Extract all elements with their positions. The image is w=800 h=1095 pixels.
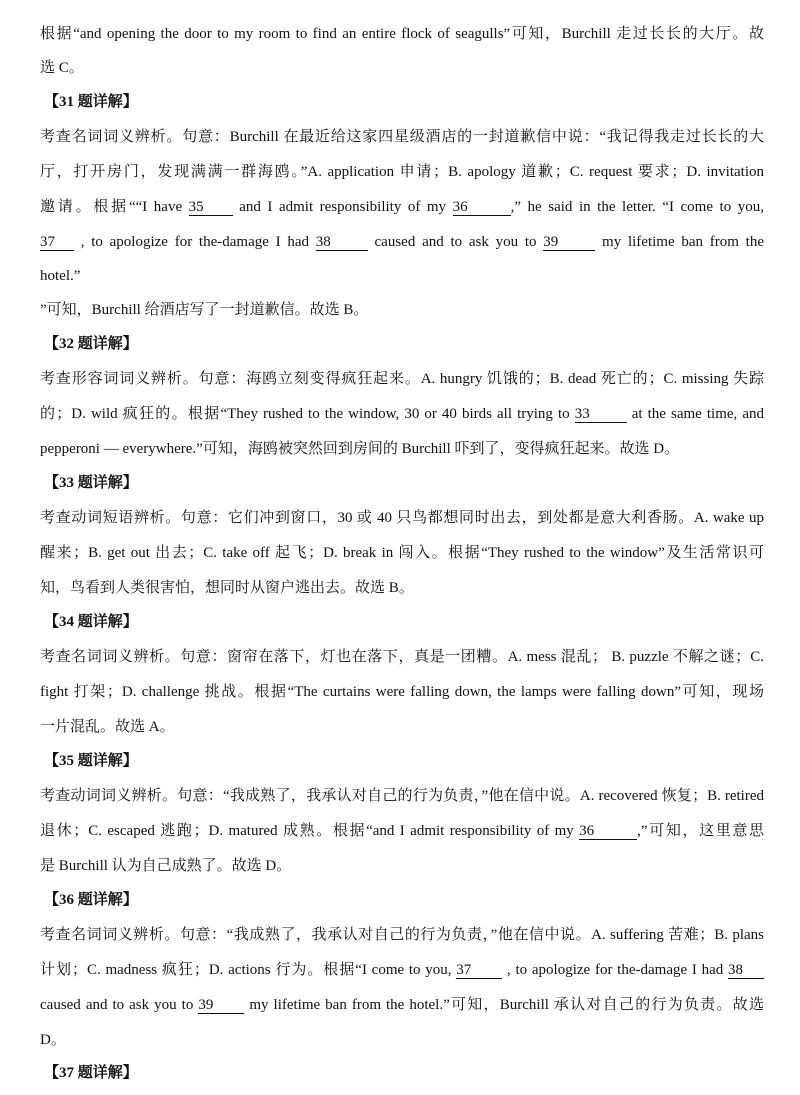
text-segment: at the same time, and <box>626 406 764 422</box>
text-line <box>40 197 764 217</box>
text-segment: 选 C。 <box>40 60 84 76</box>
text-line <box>40 647 764 667</box>
text-line <box>40 439 764 459</box>
answer-blank: 36 <box>453 199 511 216</box>
text-line <box>40 960 764 980</box>
text-segment: 的；D. wild 疯狂的。根据“They rushed to the window, 30 or 40 birds all trying to <box>40 406 575 422</box>
text-segment: my lifetime ban from the <box>595 234 764 250</box>
text-line <box>40 162 764 182</box>
text-segment: 考查名词词义辨析。句意：“我成熟了，我承认对自己的行为负责，”他在信中说。A. suffering 苦难；B. plans <box>40 927 764 943</box>
text-segment: 厅，打开房门，发现满满一群海鸥。”A. application 申请；B. apology 道歉；C. request 要求；D. invitation <box>40 164 764 180</box>
text-segment: pepperoni — everywhere.”可知，海鸥被突然回到房间的 Burchill 吓到了，变得疯狂起来。故选 D。 <box>40 441 680 457</box>
text-line <box>40 925 764 945</box>
text-segment: caused and to ask you to <box>40 997 199 1013</box>
text-segment: hotel.” <box>40 268 81 284</box>
text-segment: 【37 题详解】 <box>44 1065 138 1081</box>
text-segment: D。 <box>40 1032 66 1048</box>
answer-blank: 37 <box>456 962 502 979</box>
text-line <box>40 717 764 737</box>
answer-blank: 37 <box>40 234 74 251</box>
answer-blank: 39 <box>198 997 244 1014</box>
text-segment: 考查名词词义辨析。句意：窗帘在落下，灯也在落下，真是一团糟。A. mess 混乱； B. puzzle 不解之谜；C. <box>40 649 764 665</box>
text-segment: 【32 题详解】 <box>44 336 138 352</box>
text-line <box>40 682 764 702</box>
text-line <box>40 24 764 44</box>
text-segment: 考查动词词义辨析。句意：“我成熟了，我承认对自己的行为负责，”他在信中说。A. recovered 恢复；B. retired <box>40 788 764 804</box>
text-line <box>40 127 764 147</box>
text-segment: my lifetime ban from the hotel.”可知，Burchill 承认对自己的行为负责。故选 <box>244 997 764 1013</box>
text-line <box>40 232 764 252</box>
text-segment: ”可知，Burchill 给酒店写了一封道歉信。故选 B。 <box>40 302 369 318</box>
text-segment: 醒来；B. get out 出去；C. take off 起飞；D. break in 闯入。根据“They rushed to the window”及生活常识可 <box>40 545 764 561</box>
text-segment: 【31 题详解】 <box>44 94 138 110</box>
text-segment: and I admit responsibility of my <box>232 199 453 215</box>
text-line <box>40 578 764 598</box>
text-line <box>40 369 764 389</box>
text-line <box>40 995 764 1015</box>
text-segment: 【33 题详解】 <box>44 475 138 491</box>
section-heading <box>44 751 768 771</box>
text-segment: 考查名词词义辨析。句意：Burchill 在最近给这家四星级酒店的一封道歉信中说：“我记得我走过长长的大 <box>40 129 764 145</box>
text-segment: , to apologize for the-damage I had <box>502 962 728 978</box>
text-line <box>40 856 764 876</box>
section-heading <box>44 612 768 632</box>
text-segment: 【34 题详解】 <box>44 614 138 630</box>
text-segment: 是 Burchill 认为自己成熟了。故选 D。 <box>40 858 292 874</box>
section-heading <box>44 473 768 493</box>
text-segment: 一片混乱。故选 A。 <box>40 719 175 735</box>
text-line <box>40 266 764 286</box>
answer-blank: 38 <box>316 234 368 251</box>
text-line <box>40 821 764 841</box>
text-line <box>40 508 764 528</box>
section-heading <box>44 890 768 910</box>
section-heading <box>44 334 768 354</box>
text-line <box>40 1030 764 1050</box>
answer-blank: 39 <box>543 234 595 251</box>
answer-blank: 36 <box>579 823 637 840</box>
answer-blank: 35 <box>189 199 233 216</box>
text-segment: caused and to ask you to <box>367 234 544 250</box>
text-segment: 根据“and opening the door to my room to find an entire flock of seagulls”可知，Burchill 走过长长的大厅。故 <box>40 26 764 42</box>
text-segment: 【35 题详解】 <box>44 753 138 769</box>
text-line <box>40 786 764 806</box>
text-line <box>40 58 764 78</box>
text-segment: fight 打架；D. challenge 挑战。根据“The curtains were falling down, the lamps were falling down”可知，现场 <box>40 684 764 700</box>
text-line <box>40 404 764 424</box>
section-heading <box>44 1063 768 1083</box>
text-segment: ,”可知，这里意思 <box>637 823 764 839</box>
text-segment: , to apologize for the-damage I had <box>74 234 316 250</box>
answer-blank: 38 <box>728 962 764 979</box>
text-segment: 【36 题详解】 <box>44 892 138 908</box>
text-line <box>40 300 764 320</box>
text-segment: 邀请。根据““I have <box>40 199 189 215</box>
text-segment: 知，鸟看到人类很害怕，想同时从窗户逃出去。故选 B。 <box>40 580 414 596</box>
text-segment: 退休；C. escaped 逃跑；D. matured 成熟。根据“and I admit responsibility of my <box>40 823 580 839</box>
text-segment: 考查动词短语辨析。句意：它们冲到窗口，30 或 40 只鸟都想同时出去，到处都是意大利香肠。A. wake up <box>40 510 764 526</box>
text-segment: 考查形容词词义辨析。句意：海鸥立刻变得疯狂起来。A. hungry 饥饿的；B. dead 死亡的；C. missing 失踪 <box>40 371 764 387</box>
text-line <box>40 543 764 563</box>
text-segment: ,” he said in the letter. “I come to you, <box>510 199 764 215</box>
text-segment: 计划；C. madness 疯狂；D. actions 行为。根据“I come to you, <box>40 962 457 978</box>
answer-blank: 33 <box>575 406 627 423</box>
section-heading <box>44 92 768 112</box>
